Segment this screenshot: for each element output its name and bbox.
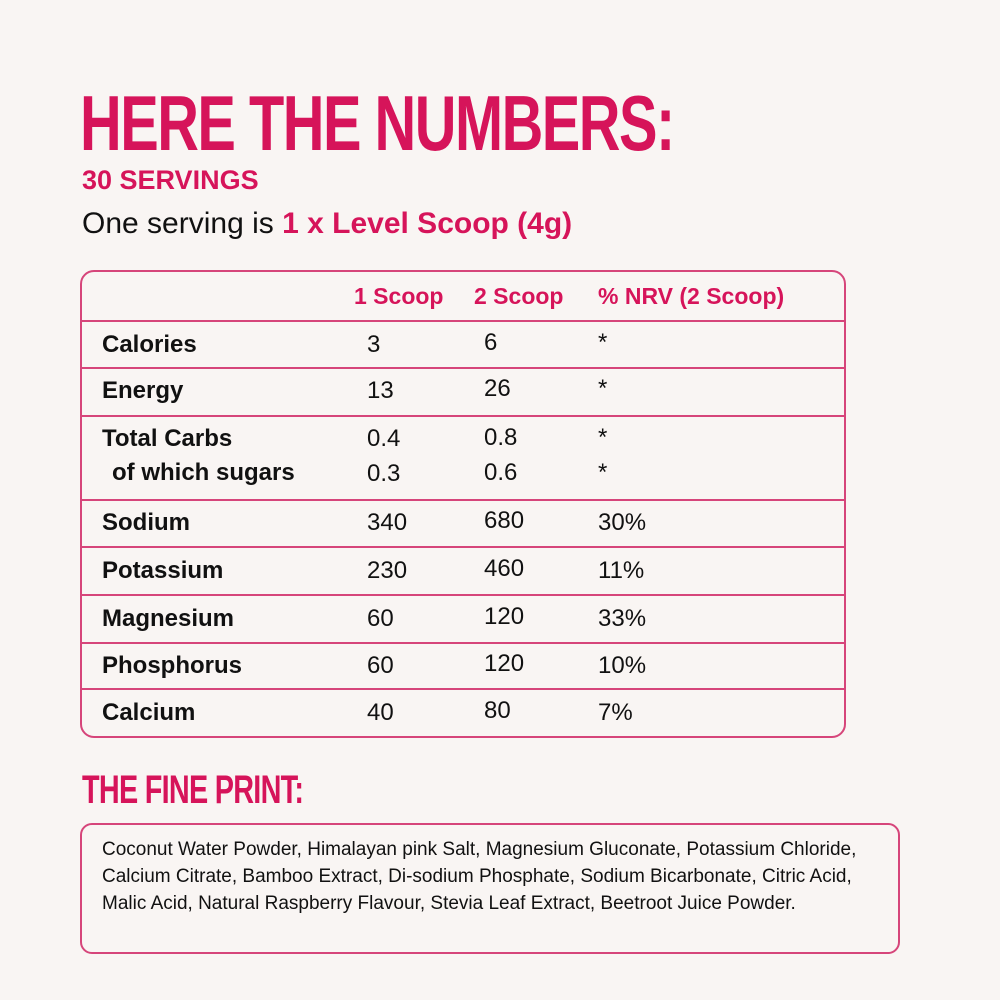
nrv-value: 30% [598, 509, 647, 536]
table-row [82, 369, 844, 417]
two-scoop-value: 680 [484, 507, 525, 534]
one-scoop-value: 340 [367, 509, 408, 536]
page-title: HERE THE NUMBERS: [80, 79, 674, 167]
nrv-value: 10% [598, 652, 647, 679]
column-header-nrv: % NRV (2 Scoop) [598, 283, 785, 309]
row-label: Energy [102, 377, 184, 404]
one-scoop-value: 60 [367, 605, 394, 632]
table-row [82, 596, 844, 644]
two-scoop-value: 460 [484, 555, 525, 582]
two-scoop-value: 6 [484, 329, 498, 356]
row-label: Phosphorus [102, 652, 243, 679]
one-scoop-value: 230 [367, 557, 408, 584]
one-scoop-value: 60 [367, 652, 394, 679]
nrv-value: * [598, 375, 608, 402]
nrv-value: 33% [598, 605, 647, 632]
ingredients-box [80, 823, 900, 954]
nrv-value: 11% [598, 557, 645, 584]
ingredients-text: Coconut Water Powder, Himalayan pink Salt, Magnesium Gluconate, Potassium Chloride, Calcium Citrate, Bamboo Extract, Di-sodium Phosphate, Sodium Bicarbonate, Citric Acid, Malic Acid, Natural Raspberry Flavour, Stevia Leaf Extract, Beetroot Juice Powder. [102, 839, 857, 914]
serving-prefix: One serving is [82, 207, 283, 240]
table-row [82, 690, 844, 738]
nutrition-table [80, 270, 846, 738]
nrv-value: * [598, 329, 608, 356]
row-label: Sodium [102, 509, 190, 536]
nrv-value: * [598, 424, 608, 451]
sub-two-scoop-value: 0.6 [484, 459, 518, 486]
row-label: Magnesium [102, 605, 235, 632]
serving-size [82, 207, 572, 241]
column-header-1-scoop: 1 Scoop [354, 283, 444, 309]
nrv-value: 7% [598, 699, 633, 726]
row-label: Calcium [102, 699, 196, 726]
servings-count: 30 SERVINGS [82, 165, 259, 195]
table-row [82, 644, 844, 690]
one-scoop-value: 3 [367, 331, 381, 358]
two-scoop-value: 120 [484, 650, 525, 677]
two-scoop-value: 80 [484, 697, 511, 724]
serving-highlight: 1 x Level Scoop (4g) [282, 207, 573, 240]
row-label: Calories [102, 331, 197, 358]
table-row [82, 548, 844, 596]
sub-row-label: of which sugars [112, 459, 295, 486]
table-row [82, 417, 844, 501]
one-scoop-value: 13 [367, 377, 394, 404]
table-header-row [82, 272, 844, 322]
table-row [82, 501, 844, 548]
two-scoop-value: 26 [484, 375, 511, 402]
two-scoop-value: 0.8 [484, 424, 518, 451]
column-header-2-scoop: 2 Scoop [474, 283, 564, 309]
fine-print-title: THE FINE PRINT: [82, 768, 304, 812]
row-label: Potassium [102, 557, 224, 584]
two-scoop-value: 120 [484, 603, 525, 630]
sub-one-scoop-value: 0.3 [367, 460, 401, 487]
one-scoop-value: 0.4 [367, 425, 401, 452]
one-scoop-value: 40 [367, 699, 394, 726]
row-label: Total Carbs [102, 425, 233, 452]
table-row [82, 322, 844, 369]
sub-nrv-value: * [598, 459, 608, 486]
